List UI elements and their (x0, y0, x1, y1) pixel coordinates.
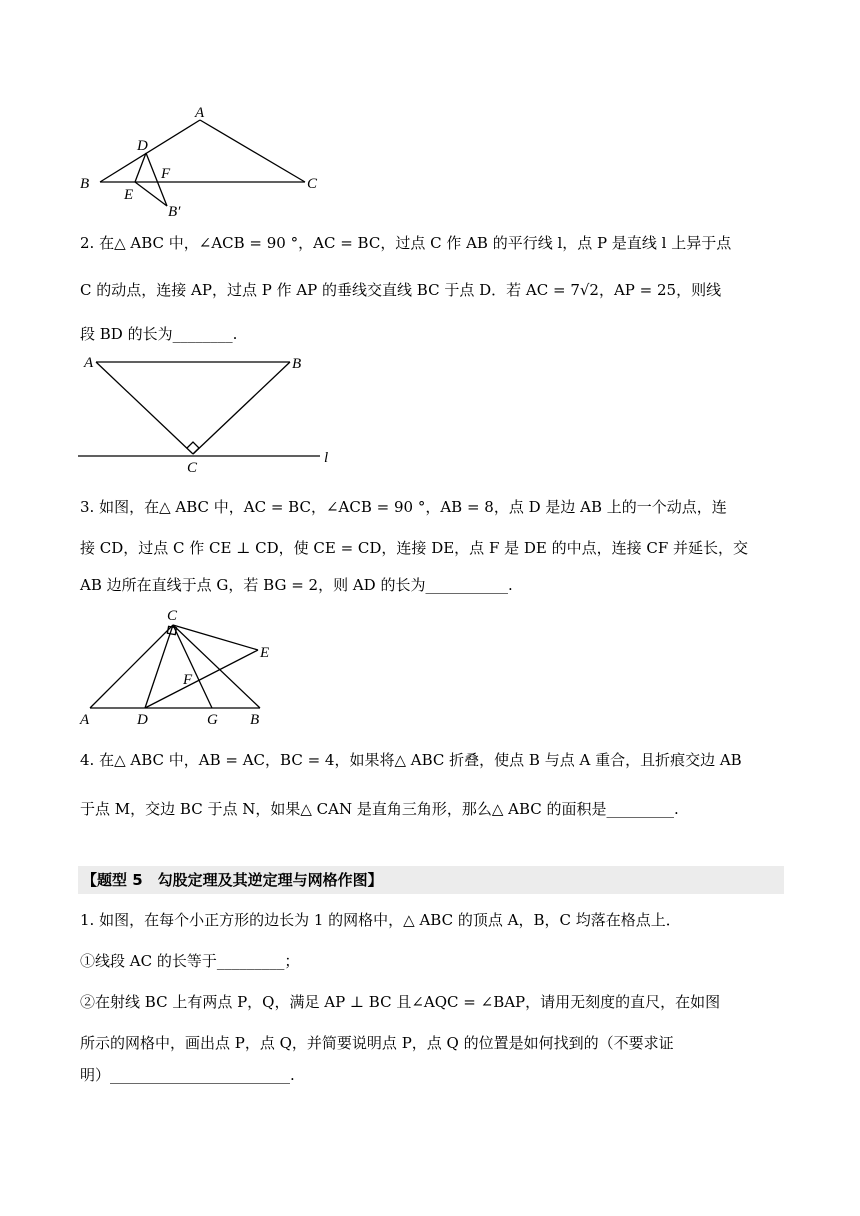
figure-2 (70, 350, 350, 480)
s5q1-line-3: ②在射线 BC 上有两点 P，Q，满足 AP ⊥ BC 且∠AQC = ∠BAP，请用无刻度的直尺，在如图 (80, 993, 721, 1011)
section-header: 【题型 5 勾股定理及其逆定理与网格作图】 (78, 866, 784, 894)
label-C: C (187, 460, 198, 476)
q3-line-2: 接 CD，过点 C 作 CE ⊥ CD，使 CE = CD，连接 DE，点 F 是 DE 的中点，连接 CF 并延长，交 (80, 539, 749, 557)
label-E: E (124, 187, 134, 203)
label-C: C (307, 176, 318, 192)
q3-line-1: 3. 如图，在△ ABC 中，AC = BC，∠ACB = 90 °，AB = 8，点 D 是边 AB 上的一个动点，连 (80, 498, 727, 516)
s5q1-line-2: ①线段 AC 的长等于_________； (80, 952, 300, 970)
label-B: B (292, 356, 302, 372)
figure-1 (70, 100, 330, 225)
q4-line-1: 4. 在△ ABC 中，AB = AC，BC = 4，如果将△ ABC 折叠，使点 B 与点 A 重合，且折痕交边 AB (80, 751, 742, 769)
label-F: F (183, 672, 193, 688)
label-E: E (260, 645, 270, 661)
figure-3 (70, 600, 290, 730)
label-D: D (137, 712, 148, 728)
label-A: A (84, 355, 94, 371)
label-A: A (80, 712, 90, 728)
label-Bprime: B′ (168, 204, 181, 220)
label-G: G (207, 712, 218, 728)
label-C: C (167, 608, 178, 624)
s5q1-line-4: 所示的网格中，画出点 P，点 Q，并简要说明点 P，点 Q 的位置是如何找到的（不要求证 (80, 1034, 674, 1052)
q2-line-1: 2. 在△ ABC 中，∠ACB = 90 °，AC = BC，过点 C 作 AB 的平行线 l，点 P 是直线 l 上异于点 (80, 234, 732, 252)
s5q1-line-1: 1. 如图，在每个小正方形的边长为 1 的网格中，△ ABC 的顶点 A，B，C 均落在格点上． (80, 911, 681, 929)
label-B: B (250, 712, 260, 728)
label-B: B (80, 176, 90, 192)
q2-line-2: C 的动点，连接 AP，过点 P 作 AP 的垂线交直线 BC 于点 D．若 AC = 7√2，AP = 25，则线 (80, 281, 722, 299)
label-l: l (324, 450, 329, 466)
s5q1-line-5: 明）________________________. (80, 1066, 295, 1084)
label-A: A (195, 105, 205, 121)
q4-line-2: 于点 M，交边 BC 于点 N，如果△ CAN 是直角三角形，那么△ ABC 的面积是_________. (80, 800, 679, 818)
q2-line-3: 段 BD 的长为________. (80, 325, 238, 343)
label-F: F (161, 166, 171, 182)
q3-line-3: AB 边所在直线于点 G，若 BG = 2，则 AD 的长为___________. (80, 576, 513, 594)
label-D: D (137, 138, 148, 154)
